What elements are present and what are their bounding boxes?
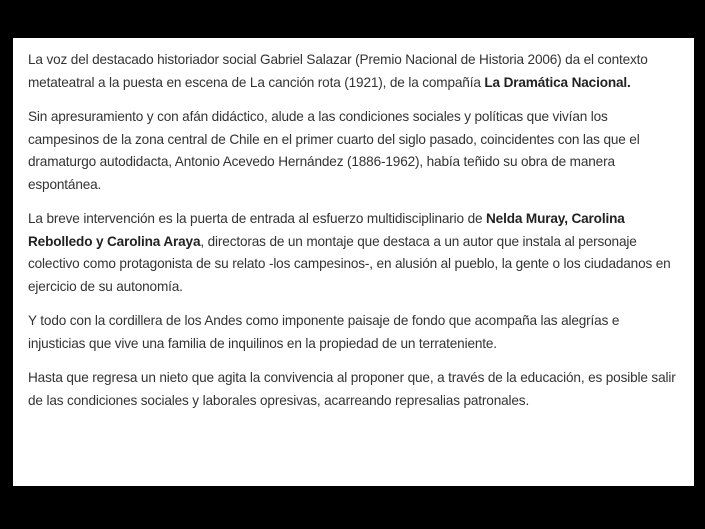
paragraph-1-text: La voz del destacado historiador social Gabriel Salazar (Premio Nacional de Historia 2006) da el contexto metateatral a la puesta en escena de La canción rota (1921), de la compañía (28, 52, 648, 90)
paragraph-4 (28, 310, 680, 355)
paragraph-3-text-start: La breve intervención es la puerta de entrada al esfuerzo multidisciplinario de (28, 211, 487, 226)
company-name: La Dramática Nacional. (484, 74, 631, 90)
paragraph-3-text-end: , directoras de un montaje que destaca a un autor que instala al personaje colectivo como protagonista de su relato -los campesinos-, en alusión al pueblo, la gente o los ciudadanos en ejercicio de su autonomía. (28, 233, 671, 294)
paragraph-5 (28, 367, 680, 412)
paragraph-2-text: Sin apresuramiento y con afán didáctico, alude a las condiciones sociales y políticas que vivían los campesinos de la zona central de Chile en el primer cuarto del siglo pasado, coincidentes con las que el dramaturgo autodidacta, Antonio Acevedo Hernández (1886-1962), había teñido su obra de manera espontánea. (28, 109, 640, 192)
paragraph-1 (28, 49, 680, 94)
paragraph-3 (28, 208, 680, 298)
directors-names: Nelda Muray, Carolina Rebolledo y Carolina Araya (28, 211, 625, 249)
paragraph-2 (28, 106, 680, 196)
paragraph-4-text: Y todo con la cordillera de los Andes como imponente paisaje de fondo que acompaña las alegrías e injusticias que vive una familia de inquilinos en la propiedad de un terrateniente. (28, 313, 620, 351)
article-sheet (13, 38, 694, 486)
paragraph-5-text: Hasta que regresa un nieto que agita la convivencia al proponer que, a través de la educación, es posible salir de las condiciones sociales y laborales opresivas, acarreando represalias patronales. (28, 370, 676, 408)
